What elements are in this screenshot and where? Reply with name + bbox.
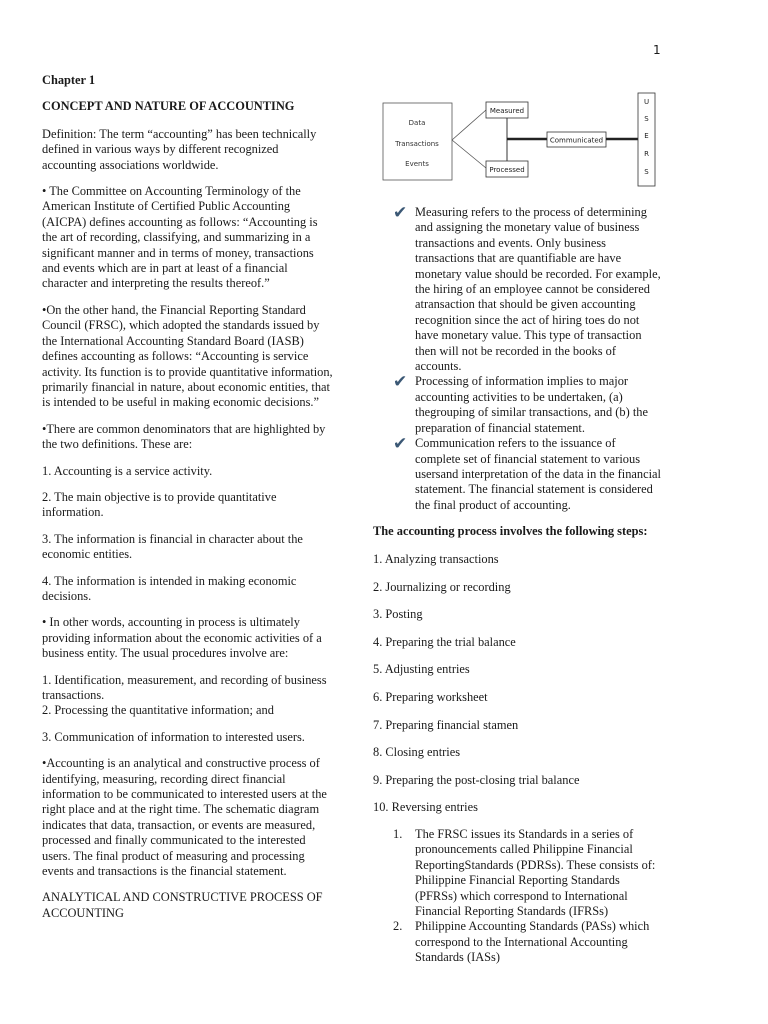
checkmark-icon: ✔: [393, 372, 408, 392]
check-item-text: Measuring refers to the process of determining and assigning the monetary value of business transactions and events. Only business transactions that are quantifiable are have monetary value should be recorded. For example, the hiring of an employee cannot be considered atransaction that should be given accounting recognition since the act of hiring toes do not have monetary value. This type of transaction then will not be recorded in the books of accounts.: [415, 205, 661, 374]
analytical-paragraph: •Accounting is an analytical and constructive process of identifying, measuring, recording direct financial information to be communicated to interested users at the right place and at the right time. The schematic diagram indicates that data, transaction, or events are measured, processed and finally communicated to the interested users. The final product of measuring and processing events and transactions is the financial statement.: [42, 756, 327, 879]
procedure-item: 3. Communication of information to interested users.: [42, 729, 305, 744]
other-words-paragraph: • In other words, accounting in process is ultimately providing information about the economic activities of a business entity. The usual procedures involve are:: [42, 615, 322, 661]
step-item: 4. Preparing the trial balance: [373, 634, 516, 649]
check-item-text: Communication refers to the issuance of complete set of financial statement to various usersand interpretation of the data in the financial statement. The financial statement is considered the final product of accounting.: [415, 436, 661, 512]
page-number: 1: [653, 43, 661, 57]
denominator-item: 1. Accounting is a service activity.: [42, 463, 213, 478]
events-label: Events: [405, 160, 429, 168]
procedure-item: 1. Identification, measurement, and recording of business transactions.: [42, 672, 327, 702]
transactions-label: Transactions: [395, 140, 439, 148]
processed-label: Processed: [489, 166, 525, 174]
page-title: CONCEPT AND NATURE OF ACCOUNTING: [42, 99, 295, 114]
list-number: 1.: [393, 827, 403, 841]
check-item: [393, 436, 663, 513]
connector-line: [452, 140, 486, 168]
definition-paragraph: Definition: The term “accounting” has been technically defined in various ways by different recognized accounting associations worldwide.: [42, 126, 317, 172]
frsc-list-item: [393, 919, 663, 965]
aicpa-paragraph: • The Committee on Accounting Terminology of the American Institute of Certified Public Accounting (AICPA) defines accounting as follows: “Accounting is the art of recording, classifying, and summarizing in a significant manner and in terms of money, transactions and events which are in part at least of a financial character and interpreting the results thereof.”: [42, 184, 318, 291]
denominator-item: 4. The information is intended in making economic decisions.: [42, 573, 297, 603]
step-item: 6. Preparing worksheet: [373, 689, 488, 704]
users-letter: R: [644, 150, 649, 158]
step-item: 5. Adjusting entries: [373, 662, 470, 677]
denominator-item: 2. The main objective is to provide quantitative information.: [42, 489, 277, 520]
left-column: [42, 73, 334, 932]
communicated-label: Communicated: [549, 136, 604, 145]
steps-list: [373, 552, 579, 828]
users-letter: S: [644, 115, 649, 123]
frsc-paragraph: •On the other hand, the Financial Reporting Standard Council (FRSC), which adopted the standards issued by the International Accounting Standard Board (IASB) defines accounting as follows: “Accounting is service activity. Its function is to provide quantitative information, primarily financial in nature, about economic entities, that is intended to be useful in making economic decisions.”: [42, 302, 333, 410]
check-item: [393, 205, 663, 374]
step-item: 3. Posting: [373, 607, 423, 622]
step-item: 7. Preparing financial stamen: [373, 717, 519, 732]
data-label: Data: [408, 119, 426, 127]
frsc-standards-list: [393, 827, 663, 966]
check-item: [393, 374, 663, 436]
list-number: 2.: [393, 919, 403, 934]
procedure-item: 2. Processing the quantitative information; and: [42, 703, 274, 718]
check-list: [393, 205, 663, 513]
checkmark-icon: ✔: [393, 203, 408, 222]
step-item: 9. Preparing the post-closing trial balance: [373, 772, 580, 787]
denominator-item: 3. The information is financial in character about the economic entities.: [42, 531, 303, 562]
measured-label: Measured: [489, 107, 525, 115]
check-item-text: Processing of information implies to major accounting activities to be undertaken, (a) thegrouping of similar transactions, and (b) the preparation of financial statement.: [415, 374, 648, 435]
list-text: The FRSC issues its Standards in a series of pronouncements called Philippine Financial ReportingStandards (PDRSs). These consists of: Philippine Financial Reporting Standards (PFRSs) which correspond to International Financial Reporting Standards (IFRSs): [415, 827, 656, 919]
steps-title: The accounting process involves the following steps:: [373, 524, 648, 538]
connector-line: [452, 110, 486, 140]
users-letter: U: [643, 98, 650, 106]
chapter-label: Chapter 1: [42, 73, 96, 87]
step-item: 10. Reversing entries: [373, 800, 478, 815]
step-item: 2. Journalizing or recording: [373, 579, 511, 594]
section-heading: ANALYTICAL AND CONSTRUCTIVE PROCESS OF ACCOUNTING: [42, 890, 323, 920]
step-item: 8. Closing entries: [373, 745, 461, 760]
denominators-paragraph: •There are common denominators that are highlighted by the two definitions. These are:: [42, 421, 326, 452]
users-letter: E: [644, 132, 649, 140]
step-item: 1. Analyzing transactions: [373, 552, 499, 566]
list-text: Philippine Accounting Standards (PASs) which correspond to the International Accounting Standards (IASs): [415, 919, 650, 965]
frsc-list-item: [393, 827, 663, 919]
checkmark-icon: ✔: [393, 434, 408, 454]
accounting-schematic-diagram: [382, 92, 660, 188]
users-letter: S: [644, 168, 649, 176]
